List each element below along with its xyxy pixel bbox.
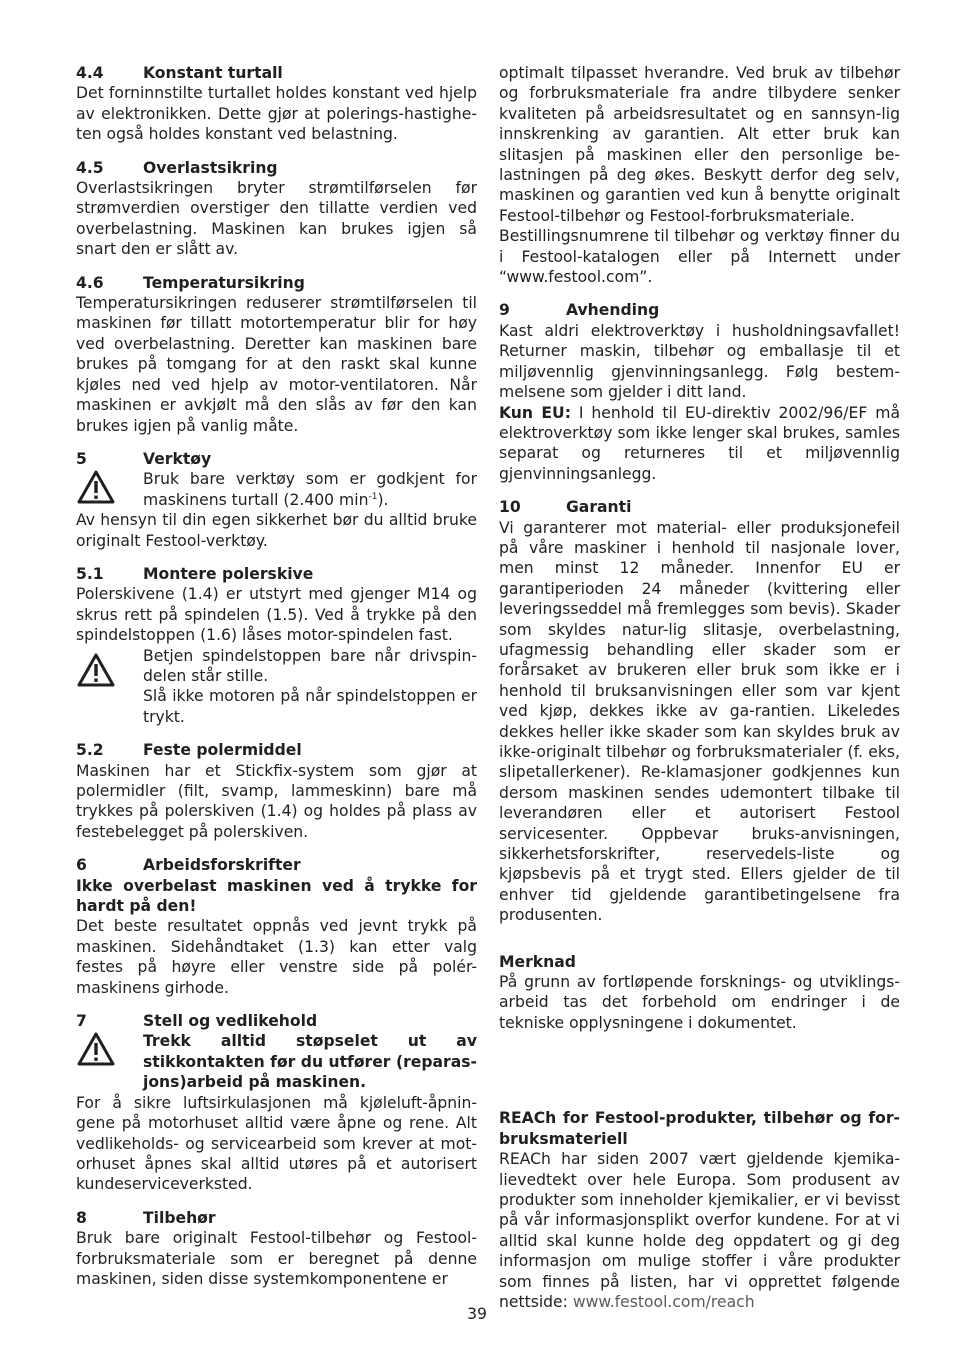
- section-number: 8: [76, 1208, 87, 1227]
- section-7: [76, 1011, 477, 1195]
- right-column: [499, 63, 900, 1325]
- warning-block: [76, 646, 477, 728]
- section-body: Overlastsikringen bryter strømtilførselen før strømverdien overstiger den tillatte verdien ved overbelastning. Maskinen kan brukes igjen så snart den er slått av.: [76, 179, 477, 259]
- section-9: [499, 300, 900, 484]
- section-body: Polerskivene (1.4) er utstyrt med gjenger M14 og skrus rett på spindelen (1.5). Ved å trykke på den spindelstoppen (1.6) låses motor-spindelen fast.: [76, 585, 477, 645]
- section-title: Garanti: [566, 498, 632, 517]
- section-10: [499, 497, 900, 926]
- section-heading: [76, 740, 477, 760]
- section-number: 4.6: [76, 273, 104, 292]
- section-8: [76, 1208, 477, 1290]
- section-title: Montere polerskive: [143, 564, 314, 583]
- warning-text-main: Bruk bare verktøy som er godkjent for maskinens turtall (2.400 min: [143, 470, 477, 509]
- section-heading: [76, 63, 477, 83]
- warning-text-end: ).: [377, 490, 389, 509]
- section-body: På grunn av fortløpende forsknings- og utviklings-arbeid tas det forbehold om endringer i de tekniske opplysningene i dokumentet.: [499, 973, 900, 1032]
- section-4-6: [76, 273, 477, 436]
- section-5-2: [76, 740, 477, 842]
- section-title: Verktøy: [143, 449, 212, 468]
- eu-label: Kun EU:: [499, 403, 571, 422]
- section-title: REACh for Festool-produkter, tilbehør og for-bruksmateriell: [499, 1109, 900, 1148]
- section-body: optimalt tilpasset hverandre. Ved bruk av tilbehør og forbruksmateriale fra andre tilbydere senker kvaliteten på arbeidsresultatet og en sannsyn-lig innskrenking av garantien. Alt etter bruk kan slitasjen på maskinen eller den personlige be-lastningen på deg økes. Beskytt derfor deg selv, maskinen og garantien ved kun å benytte originalt Festool-tilbehør og Festool-forbruksmateriale.: [499, 64, 900, 225]
- warning-block: [76, 1031, 477, 1092]
- section-number: 4.5: [76, 158, 104, 177]
- page-number: 39: [467, 1305, 487, 1323]
- section-5: [76, 449, 477, 551]
- reach-body: REACh har siden 2007 vært gjeldende kjemika-lievedtekt over hele Europa. Som produsent av produkter som inneholder kjemikalier, er vi bevisst på vår informasjonsplikt overfor kundene. For at vi alltid skal kunne holde deg oppdatert og gi deg informasjon om mulige stoffer i våre produkter som finnes på listen, har vi opprettet følgende nettside:: [499, 1150, 900, 1311]
- section-body: Det forninnstilte turtallet holdes konstant ved hjelp av elektronikken. Dette gjør at polerings-hastighe-ten også holdes konstant ved belastning.: [76, 84, 477, 144]
- section-heading: [76, 855, 477, 875]
- section-4-5: [76, 158, 477, 260]
- section-bold-note: Ikke overbelast maskinen ved å trykke for hardt på den!: [76, 876, 477, 916]
- section-number: 6: [76, 856, 87, 875]
- warning-triangle-icon: [76, 1031, 143, 1067]
- section-number: 5: [76, 449, 87, 468]
- section-heading: [499, 497, 900, 517]
- section-number: 10: [499, 498, 521, 517]
- section-heading: [76, 158, 477, 178]
- section-body: Av hensyn til din egen sikkerhet bør du alltid bruke originalt Festool-verktøy.: [76, 511, 477, 550]
- warning-line: Slå ikke motoren på når spindelstoppen er trykt.: [143, 687, 477, 726]
- section-number: 7: [76, 1012, 87, 1031]
- warning-triangle-icon: [76, 646, 143, 688]
- section-title: Avhending: [566, 301, 660, 320]
- section-heading: [76, 1011, 477, 1031]
- section-body: Bruk bare originalt Festool-tilbehør og Festool-forbruksmateriale som er beregnet på denne maskinen, siden disse systemkomponentene er: [76, 1229, 477, 1288]
- section-body: Kast aldri elektroverktøy i husholdningsavfallet! Returner maskin, tilbehør og emballasje til et miljøvennlig gjenvinningsanlegg. Følg bestem-melsene som gjelder i ditt land.: [499, 321, 900, 402]
- section-body: Bestillingsnumrene til tilbehør og verktøy finner du i Festool-katalogen eller på Internett under “www.festool.com”.: [499, 227, 900, 287]
- warning-text: Trekk alltid støpselet ut av stikkontakten før du utfører (reparas-jons)arbeid på maskinen.: [143, 1032, 477, 1092]
- eu-body: I henhold til EU-direktiv 2002/96/EF må elektroverktøy som ikke lenger skal brukes, samles separat og returneres til et miljøvennlig gjenvinningsanlegg.: [499, 403, 900, 483]
- superscript: -1: [368, 491, 378, 502]
- warning-triangle-icon: [76, 469, 143, 505]
- section-body: Det beste resultatet oppnås ved jevnt trykk på maskinen. Sidehåndtaket (1.3) kan etter valg festes på høyre eller venstre side på polér-maskinens girhode.: [76, 917, 477, 997]
- section-body: [499, 1149, 900, 1312]
- section-body: Vi garanterer mot material- eller produksjonefeil på våre maskiner i henhold til nasjonale lover, men minst 12 måneder. Innenfor EU er garantiperioden 24 måneder (kvittering eller leveringsseddel må fremlegges som bevis). Skader som skyldes natur-lig slitasje, overbelastning, ufagmessig behandling eller skader som er forårsaket av brukeren eller bruk som ikke er i henhold til bruksanvisningen eller som var kjent ved kjøp, dekkes ikke av ga-rantien. Likeledes dekkes heller ikke skader som kan skyldes bruk av ikke-originalt tilbehør og forbruksmaterialer (f. eks, slipetallerkener). Re-klamasjoner godkjennes kun dersom maskinen sendes udemontert tilbake til leverandøren eller et autorisert Festool servicesenter. Oppbevar bruks-anvisningen, sikkerhetsforskrifter, reservedels-liste og kjøpsbevis på et trygt sted. Ellers gjelder de til enhver tid gjeldende garantibetingelsene fra produsenten.: [499, 518, 900, 925]
- section-reach: [499, 1108, 900, 1312]
- section-number: 5.2: [76, 741, 104, 760]
- warning-block: [76, 469, 477, 510]
- section-8-continued: [499, 63, 900, 287]
- section-title: Temperatursikring: [143, 273, 305, 292]
- section-4-4: [76, 63, 477, 145]
- reach-link[interactable]: www.festool.com/reach: [572, 1292, 755, 1311]
- warning-line: Betjen spindelstoppen bare når drivspin-delen står stille.: [143, 646, 477, 685]
- section-merknad: [499, 952, 900, 1034]
- section-title: Feste polermiddel: [143, 741, 302, 760]
- warning-text: [143, 646, 477, 728]
- section-title: Overlastsikring: [143, 158, 278, 177]
- section-number: 4.4: [76, 64, 104, 82]
- section-title: Merknad: [499, 952, 576, 971]
- section-heading: [499, 300, 900, 320]
- section-title: Tilbehør: [143, 1208, 216, 1227]
- section-body: For å sikre luftsirkulasjonen må kjøleluft-åpnin-gene på motorhuset alltid være åpne og rene. Alt vedlikeholds- og servicearbeid som krever at mot-orhuset åpnes skal alltid utøres på et autorisert kundeserviceverksted.: [76, 1093, 477, 1194]
- section-6: [76, 855, 477, 998]
- eu-note: [499, 403, 900, 485]
- section-heading: [76, 564, 477, 584]
- section-body: Maskinen har et Stickfix-system som gjør at polermidler (filt, svamp, lammeskinn) bare må trykkes på polerskiven (1.4) og holdes på plass av festebelegget på polerskiven.: [76, 761, 477, 841]
- section-5-1: [76, 564, 477, 727]
- section-title: Arbeidsforskrifter: [143, 856, 301, 875]
- section-heading: [76, 273, 477, 293]
- section-title: Konstant turtall: [143, 64, 283, 82]
- left-column: [76, 63, 477, 1302]
- section-heading: [76, 449, 477, 469]
- section-title: Stell og vedlikehold: [143, 1012, 318, 1031]
- section-body: Temperatursikringen reduserer strømtilførselen til maskinen før tillatt motortemperatur blir for høy ved overbelastning. Deretter kan maskinen bare brukes på tomgang for at den raskt skal kunne kjøles ned ved hjelp av motor-ventilatoren. Når maskinen er avkjølt må den slås av før den kan brukes igjen på vanlig måte.: [76, 294, 477, 435]
- section-number: 5.1: [76, 564, 104, 583]
- section-number: 9: [499, 301, 510, 320]
- section-heading: [76, 1208, 477, 1228]
- warning-text: [143, 469, 477, 510]
